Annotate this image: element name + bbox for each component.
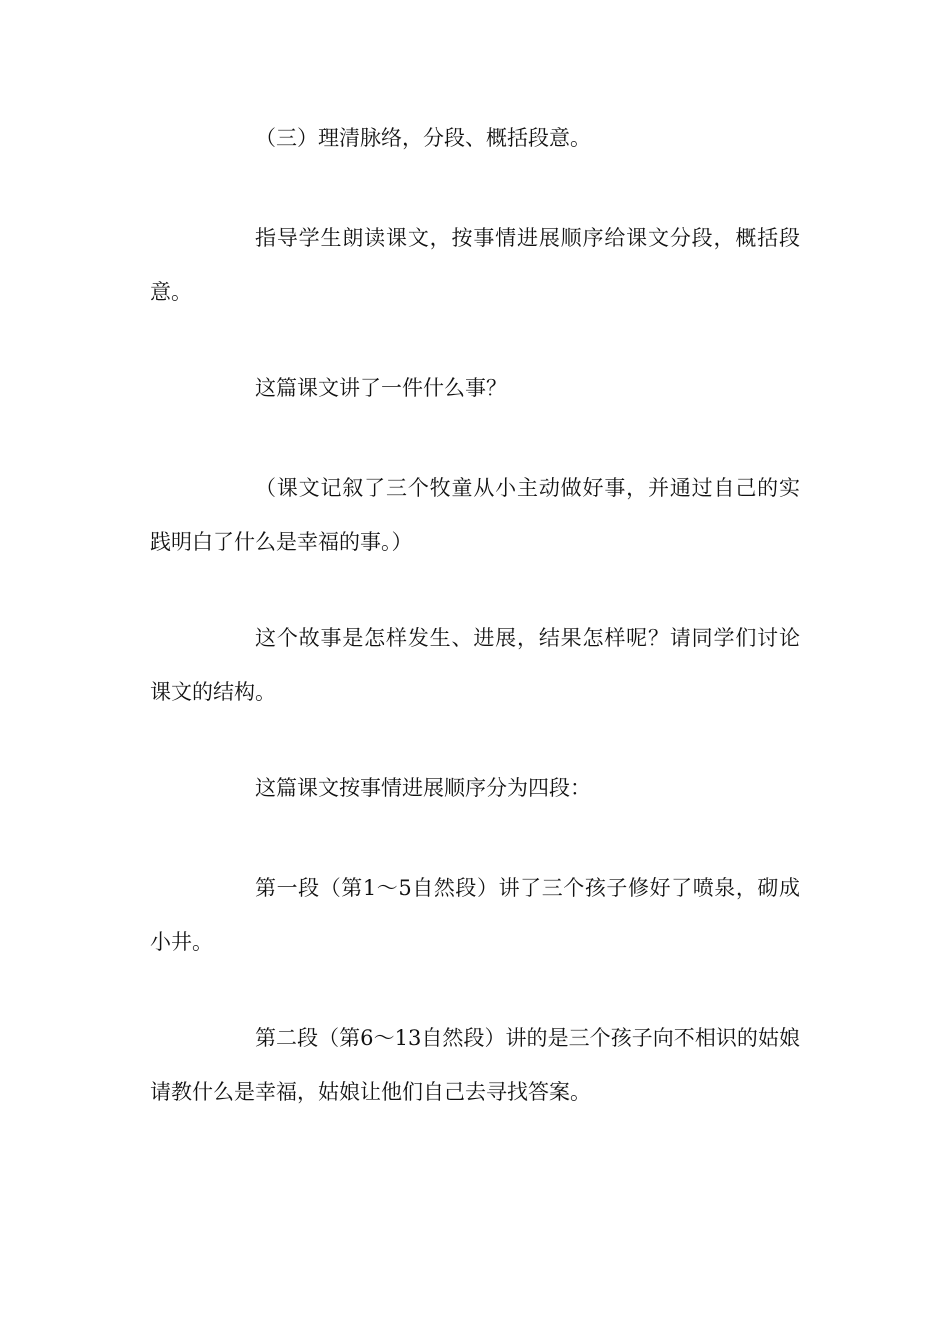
paragraph-instruction: 指导学生朗读课文，按事情进展顺序给课文分段，概括段意。 bbox=[150, 226, 800, 304]
paragraph-sections-intro: 这篇课文按事情进展顺序分为四段： bbox=[255, 776, 591, 800]
paragraph-question: 这篇课文讲了一件什么事？ bbox=[255, 376, 507, 400]
section-heading: （三）理清脉络，分段、概括段意。 bbox=[255, 126, 591, 150]
paragraph-section-two: 第二段（第6～13自然段）讲的是三个孩子向不相识的姑娘请教什么是幸福，姑娘让他们自己去寻找答案。 bbox=[150, 1026, 800, 1104]
paragraph-section-one: 第一段（第1～5自然段）讲了三个孩子修好了喷泉，砌成小井。 bbox=[150, 876, 800, 954]
paragraph-answer: （课文记叙了三个牧童从小主动做好事，并通过自己的实践明白了什么是幸福的事。） bbox=[150, 476, 800, 554]
paragraph-question-structure: 这个故事是怎样发生、进展，结果怎样呢？请同学们讨论课文的结构。 bbox=[150, 626, 800, 704]
